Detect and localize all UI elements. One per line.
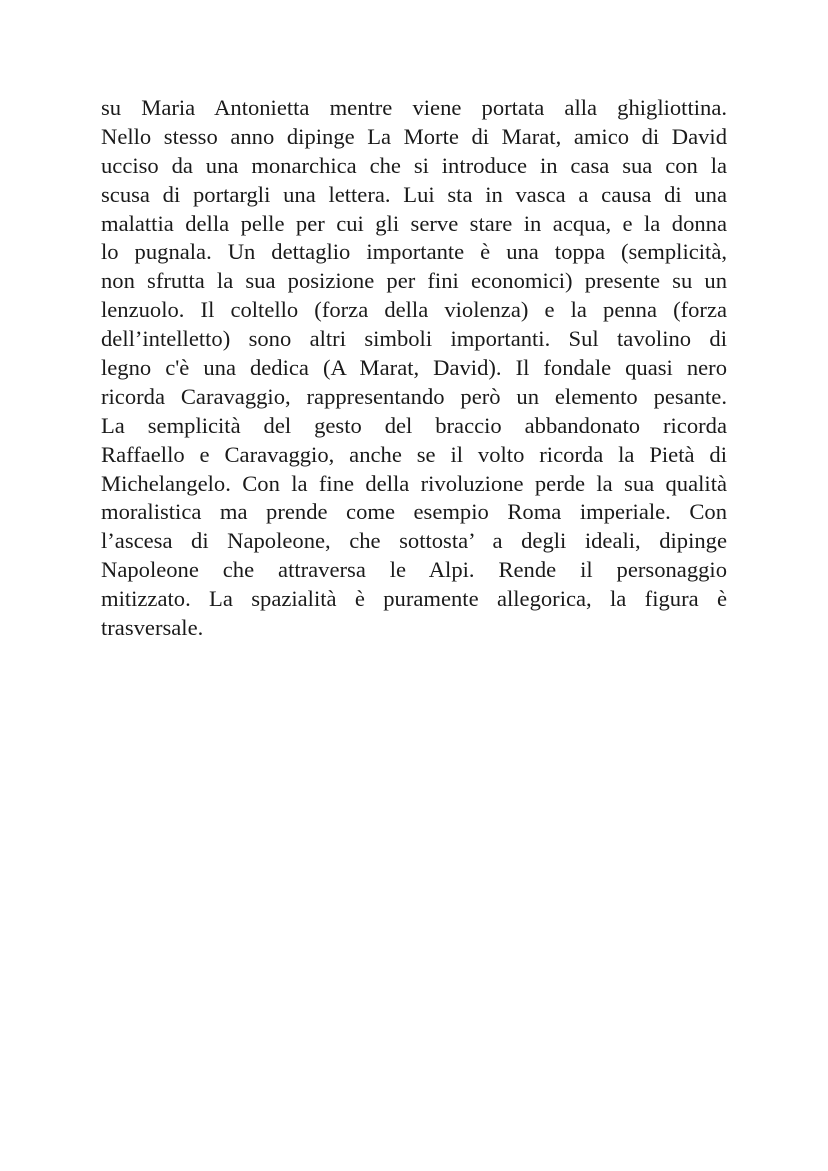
text-line: su Maria Antonietta mentre viene portata alla ghigliottina. bbox=[101, 95, 727, 120]
text-line: trasversale. bbox=[101, 615, 204, 641]
text-line: lo pugnala. Un dettaglio importante è una toppa (semplicità, bbox=[101, 239, 727, 265]
body-paragraph bbox=[101, 94, 727, 643]
text-line: Michelangelo. Con la fine della rivoluzione perde la sua qualità bbox=[101, 470, 727, 496]
text-line: Raffaello e Caravaggio, anche se il volto ricorda la Pietà di bbox=[101, 441, 727, 467]
text-line: malattia della pelle per cui gli serve stare in acqua, e la donna bbox=[101, 210, 727, 236]
text-line: mitizzato. La spazialità è puramente allegorica, la figura è bbox=[101, 586, 727, 612]
text-line: ricorda Caravaggio, rappresentando però un elemento pesante. bbox=[101, 383, 727, 409]
text-line: legno c'è una dedica (A Marat, David). Il fondale quasi nero bbox=[101, 355, 727, 381]
text-line: scusa di portargli una lettera. Lui sta in vasca a causa di una bbox=[101, 181, 727, 207]
text-line: Nello stesso anno dipinge La Morte di Marat, amico di David bbox=[101, 123, 727, 149]
text-line: moralistica ma prende come esempio Roma imperiale. Con bbox=[101, 499, 727, 525]
text-line: l’ascesa di Napoleone, che sottosta’ a degli ideali, dipinge bbox=[101, 528, 727, 554]
text-line: Napoleone che attraversa le Alpi. Rende il personaggio bbox=[101, 557, 727, 583]
text-line: dell’intelletto) sono altri simboli importanti. Sul tavolino di bbox=[101, 326, 727, 352]
text-line: ucciso da una monarchica che si introduce in casa sua con la bbox=[101, 152, 727, 178]
text-line: lenzuolo. Il coltello (forza della violenza) e la penna (forza bbox=[101, 297, 727, 323]
text-line: La semplicità del gesto del braccio abbandonato ricorda bbox=[101, 412, 727, 438]
text-line: non sfrutta la sua posizione per fini economici) presente su un bbox=[101, 268, 727, 294]
